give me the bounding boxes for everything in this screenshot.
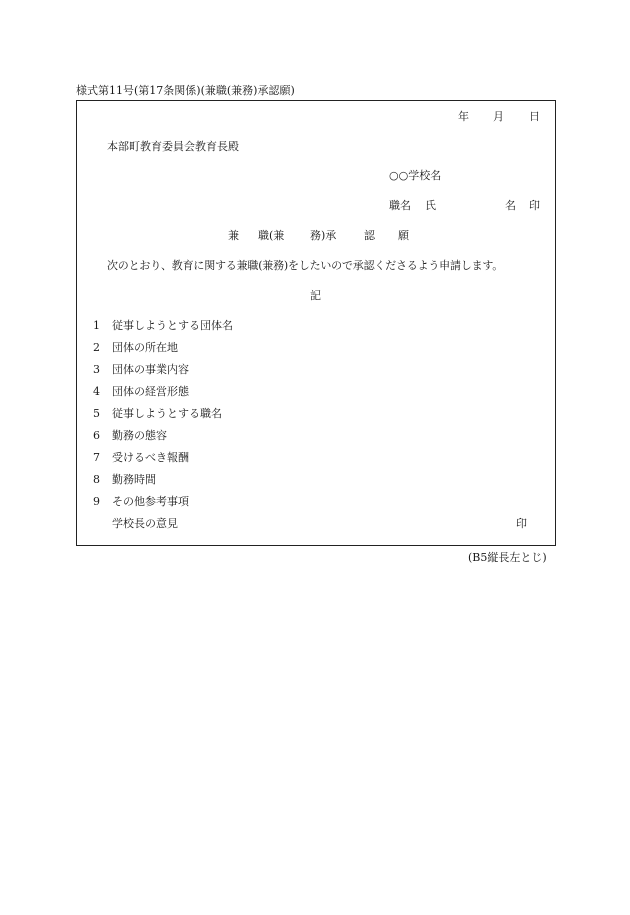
- list-item-number: 8: [93, 473, 100, 486]
- list-item-label: その他参考事項: [112, 495, 189, 508]
- name-suffix: 名: [505, 199, 516, 212]
- list-item-number: 5: [93, 407, 100, 420]
- footer-note: (B5縦長左とじ): [468, 551, 547, 564]
- title-part-2: 職(兼: [258, 229, 285, 242]
- list-item-number: 7: [93, 451, 100, 464]
- list-item-label: 団体の事業内容: [112, 363, 189, 376]
- list-item-label: 団体の所在地: [112, 341, 178, 354]
- seal-mark: 印: [529, 199, 540, 212]
- request-text: 次のとおり、教育に関する兼職(兼務)をしたいので承認くださるよう申請します。: [107, 259, 504, 272]
- name-prefix: 氏: [425, 199, 436, 212]
- title-part-4: 認: [364, 229, 375, 242]
- list-item-label: 受けるべき報酬: [112, 451, 189, 464]
- form-header: 様式第11号(第17条関係)(兼職(兼務)承認願): [76, 84, 295, 97]
- title-part-1: 兼: [228, 229, 239, 242]
- list-item-number: 1: [93, 319, 100, 332]
- date-month: 月: [493, 110, 504, 123]
- list-item-number: 2: [93, 341, 100, 354]
- list-item-number: 9: [93, 495, 100, 508]
- addressee: 本部町教育委員会教育長殿: [107, 140, 239, 153]
- list-item-label: 勤務時間: [112, 473, 156, 486]
- position-label: 職名: [389, 199, 411, 212]
- list-item-number: 3: [93, 363, 100, 376]
- list-item-label: 従事しようとする団体名: [112, 319, 233, 332]
- list-item-label: 団体の経営形態: [112, 385, 189, 398]
- ki-label: 記: [310, 289, 321, 302]
- list-item-number: 4: [93, 385, 100, 398]
- principal-opinion-label: 学校長の意見: [112, 517, 178, 530]
- title-part-5: 願: [398, 229, 409, 242]
- list-item-number: 6: [93, 429, 100, 442]
- list-item-label: 勤務の態容: [112, 429, 167, 442]
- date-year: 年: [458, 110, 469, 123]
- title-part-3: 務)承: [310, 229, 337, 242]
- date-day: 日: [529, 110, 540, 123]
- principal-seal-mark: 印: [516, 517, 527, 530]
- list-item-label: 従事しようとする職名: [112, 407, 222, 420]
- school-name: ○○学校名: [389, 169, 442, 182]
